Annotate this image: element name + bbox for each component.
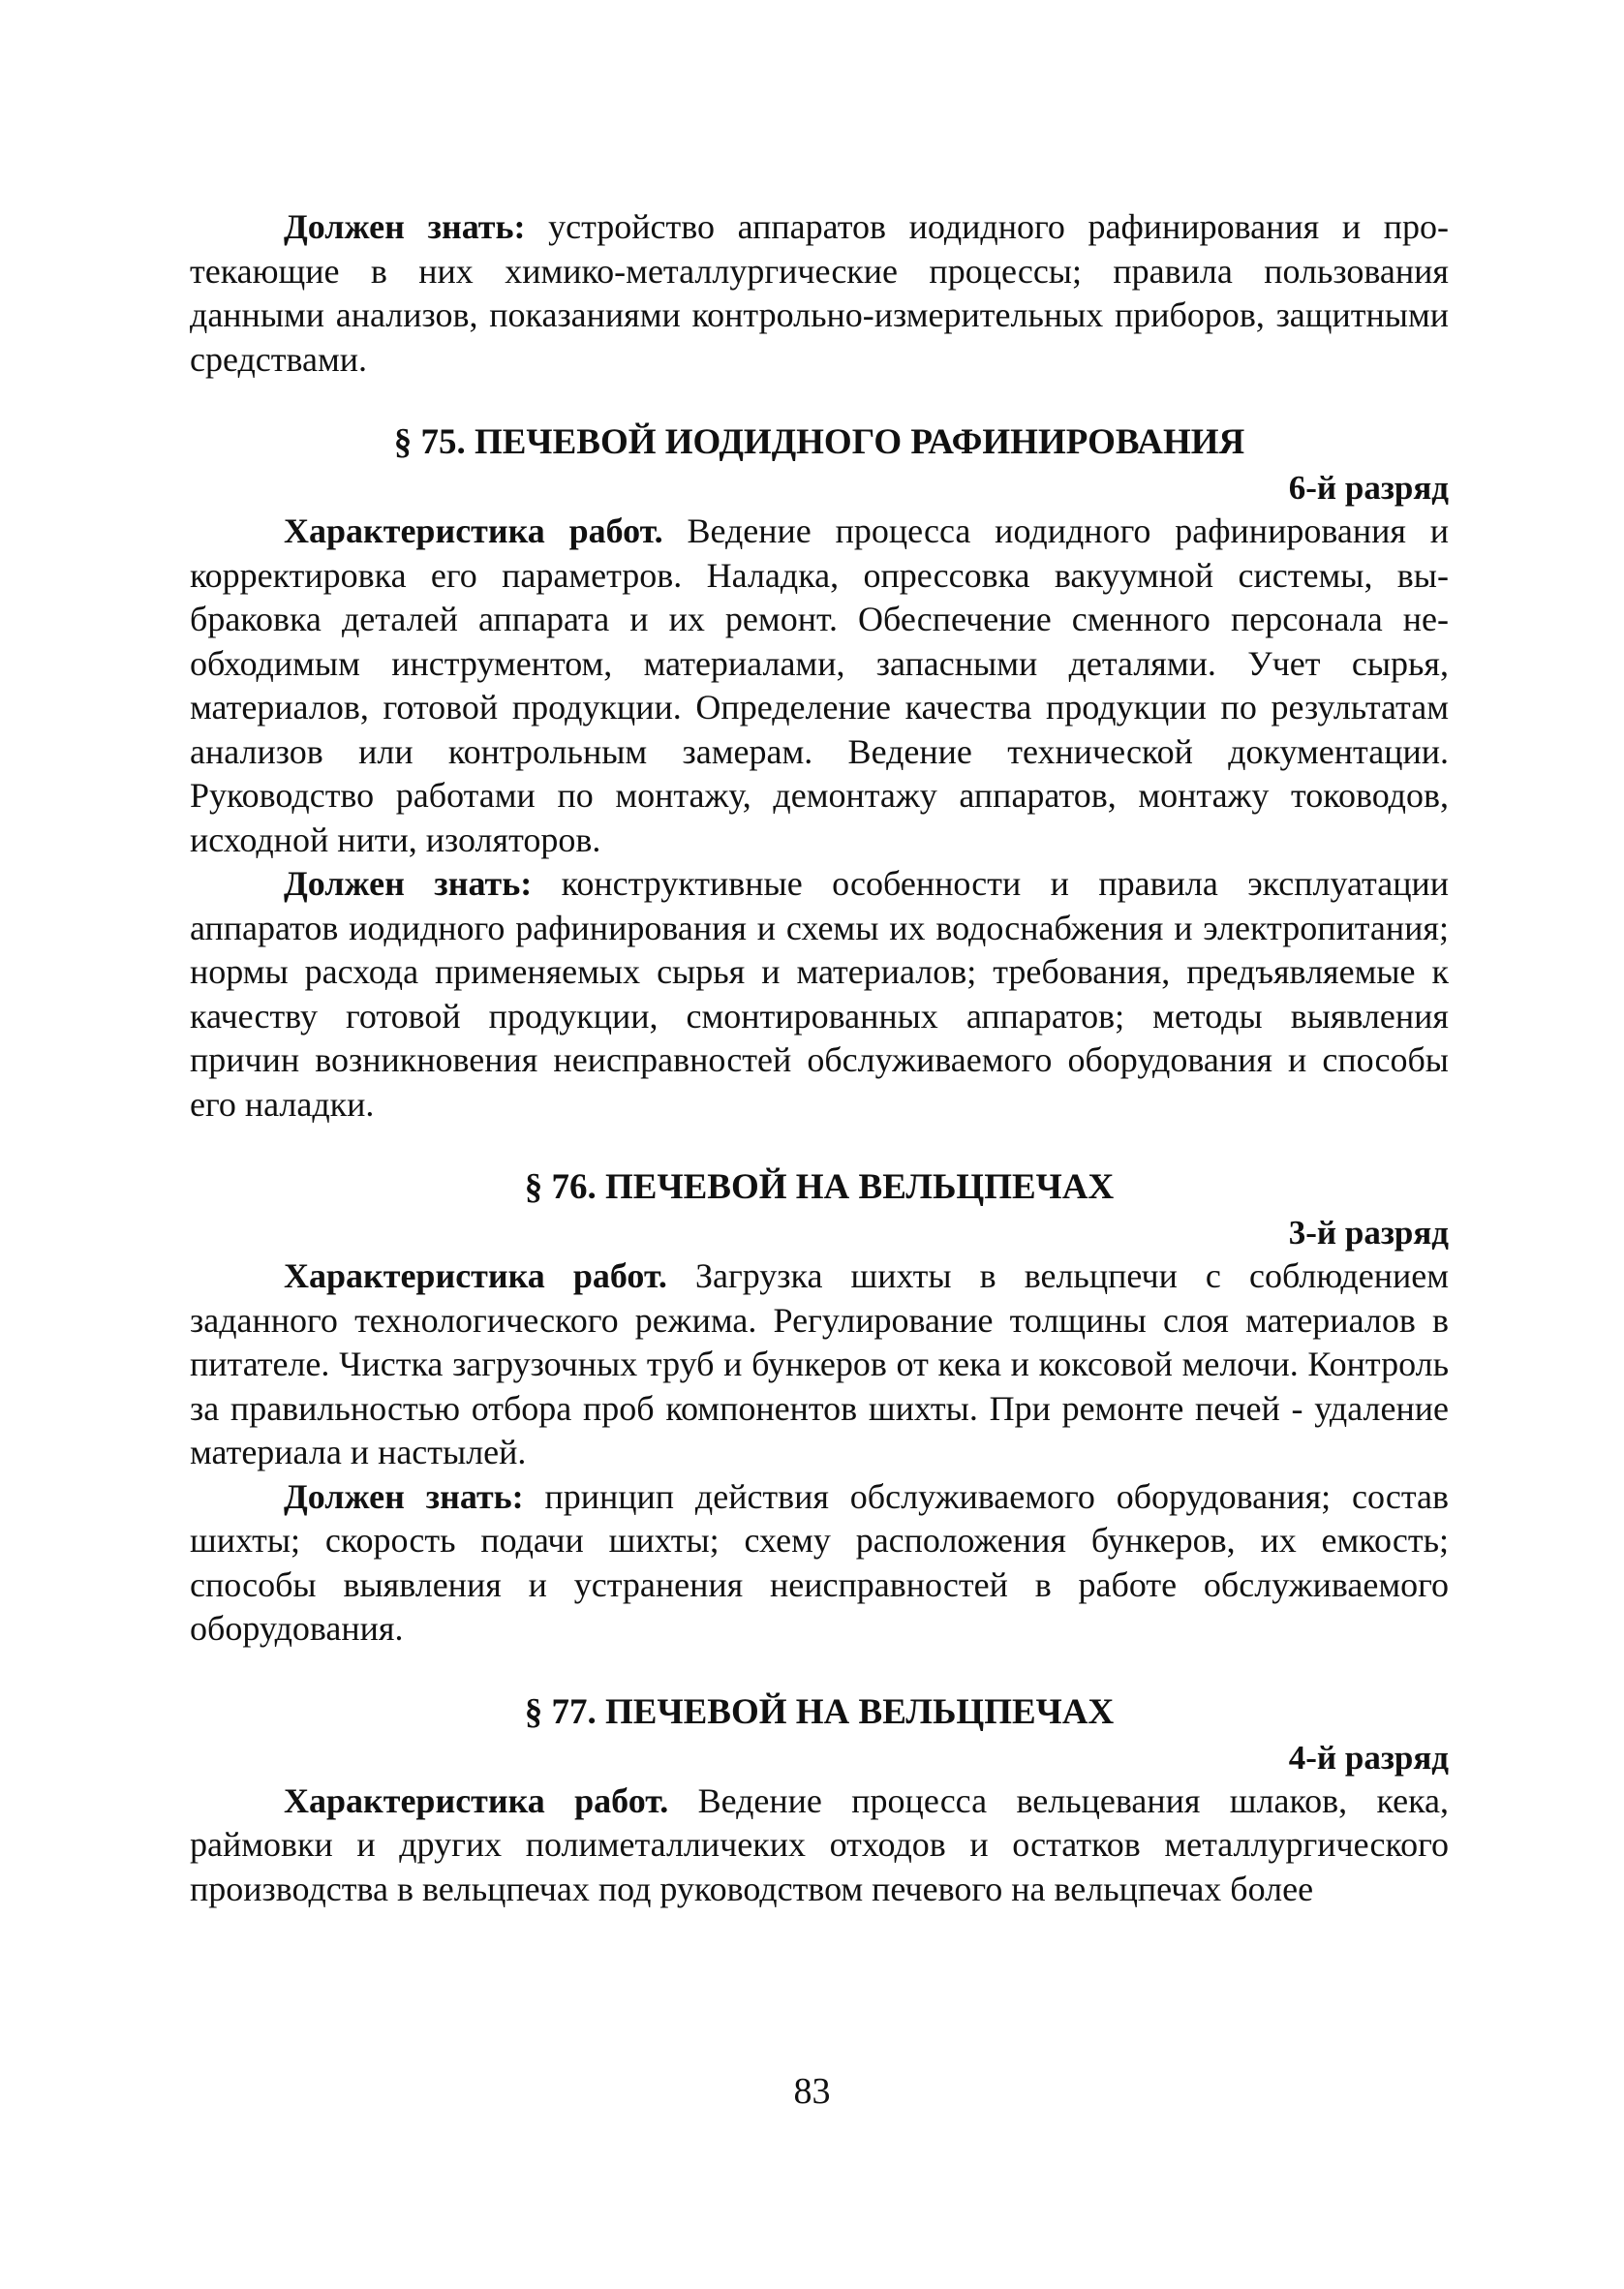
intro-paragraph (190, 205, 1449, 382)
characteristic-text: Ведение процесса вельцевания шлаков, кека, раймовки и других полиметалличеких отходов и остатков металлургического производства в вельцпечах под руководством печевого на вельцпечах более (190, 1780, 1449, 1908)
section-title: § 77. ПЕЧЕВОЙ НА ВЕЛЬЦПЕЧАХ (524, 1691, 1115, 1732)
knowledge-paragraph (190, 1475, 1449, 1652)
characteristic-text: Ведение процесса иодидного рафинирования и корректировка его параметров. Наладка, опрессовка вакуумной системы, выбраковка деталей аппарата и их ремонт. Обеспечение сменного персонала необходимым инструментом, материалами, запасными деталями. Учет сырья, материалов, готовой продукции. Определение качества продукции по результатам анализов или контрольным замерам. Ведение технической документации. Руководство работами по монтажу, демонтажу аппаратов, монтажу тоководов, исходной нити, изоляторов. (190, 511, 1450, 859)
characteristic-lead: Характеристика работ. (284, 511, 663, 550)
section-grade: 3-й разряд (1288, 1214, 1449, 1252)
intro-lead: Должен знать: (284, 207, 526, 246)
characteristic-paragraph (190, 510, 1449, 862)
intro-text: устройство аппаратов иодидного рафинирования и протекающие в них химико-металлургические процессы; правила пользования данными анализов, показаниями контрольно-измерительных приборов, защитными средствами. (190, 207, 1449, 379)
characteristic-paragraph (190, 1779, 1449, 1912)
section-grade: 6-й разряд (1288, 469, 1449, 507)
page-number: 83 (793, 2071, 831, 2112)
characteristic-paragraph (190, 1254, 1449, 1475)
section-77 (190, 1690, 1449, 1912)
knowledge-lead: Должен знать: (284, 864, 533, 903)
section-76 (190, 1165, 1449, 1652)
section-grade: 4-й разряд (1288, 1738, 1449, 1777)
characteristic-lead: Характеристика работ. (284, 1256, 667, 1295)
knowledge-text: принцип действия обслуживаемого оборудования; состав шихты; скорость подачи шихты; схему расположения бункеров, их емкость; способы выявления и устранения неисправностей в работе обслуживаемого оборудования. (190, 1476, 1449, 1648)
section-title: § 76. ПЕЧЕВОЙ НА ВЕЛЬЦПЕЧАХ (524, 1167, 1115, 1207)
section-title: § 75. ПЕЧЕВОЙ ИОДИДНОГО РАФИНИРОВАНИЯ (393, 422, 1245, 462)
characteristic-lead: Характеристика работ. (284, 1780, 669, 1820)
knowledge-lead: Должен знать: (284, 1476, 524, 1516)
page-content (190, 205, 1449, 1911)
knowledge-paragraph (190, 862, 1449, 1127)
knowledge-text: конструктивные особенности и правила эксплуатации аппаратов иодидного рафинирования и схемы их водоснабжения и электропитания; нормы расхода применяемых сырья и материалов; требования, предъявляемые к качеству готовой продукции, смонтированных аппаратов; методы выявления причин возникновения неисправностей обслуживаемого оборудования и способы его наладки. (190, 864, 1449, 1124)
characteristic-text: Загрузка шихты в вельцпечи с соблюдением заданного технологического режима. Регулирование толщины слоя материалов в питателе. Чистка загрузочных труб и бункеров от кека и коксовой мелочи. Контроль за правильностью отбора проб компонентов шихты. При ремонте печей - удаление материала и настылей. (190, 1256, 1449, 1471)
section-75 (190, 420, 1449, 1127)
